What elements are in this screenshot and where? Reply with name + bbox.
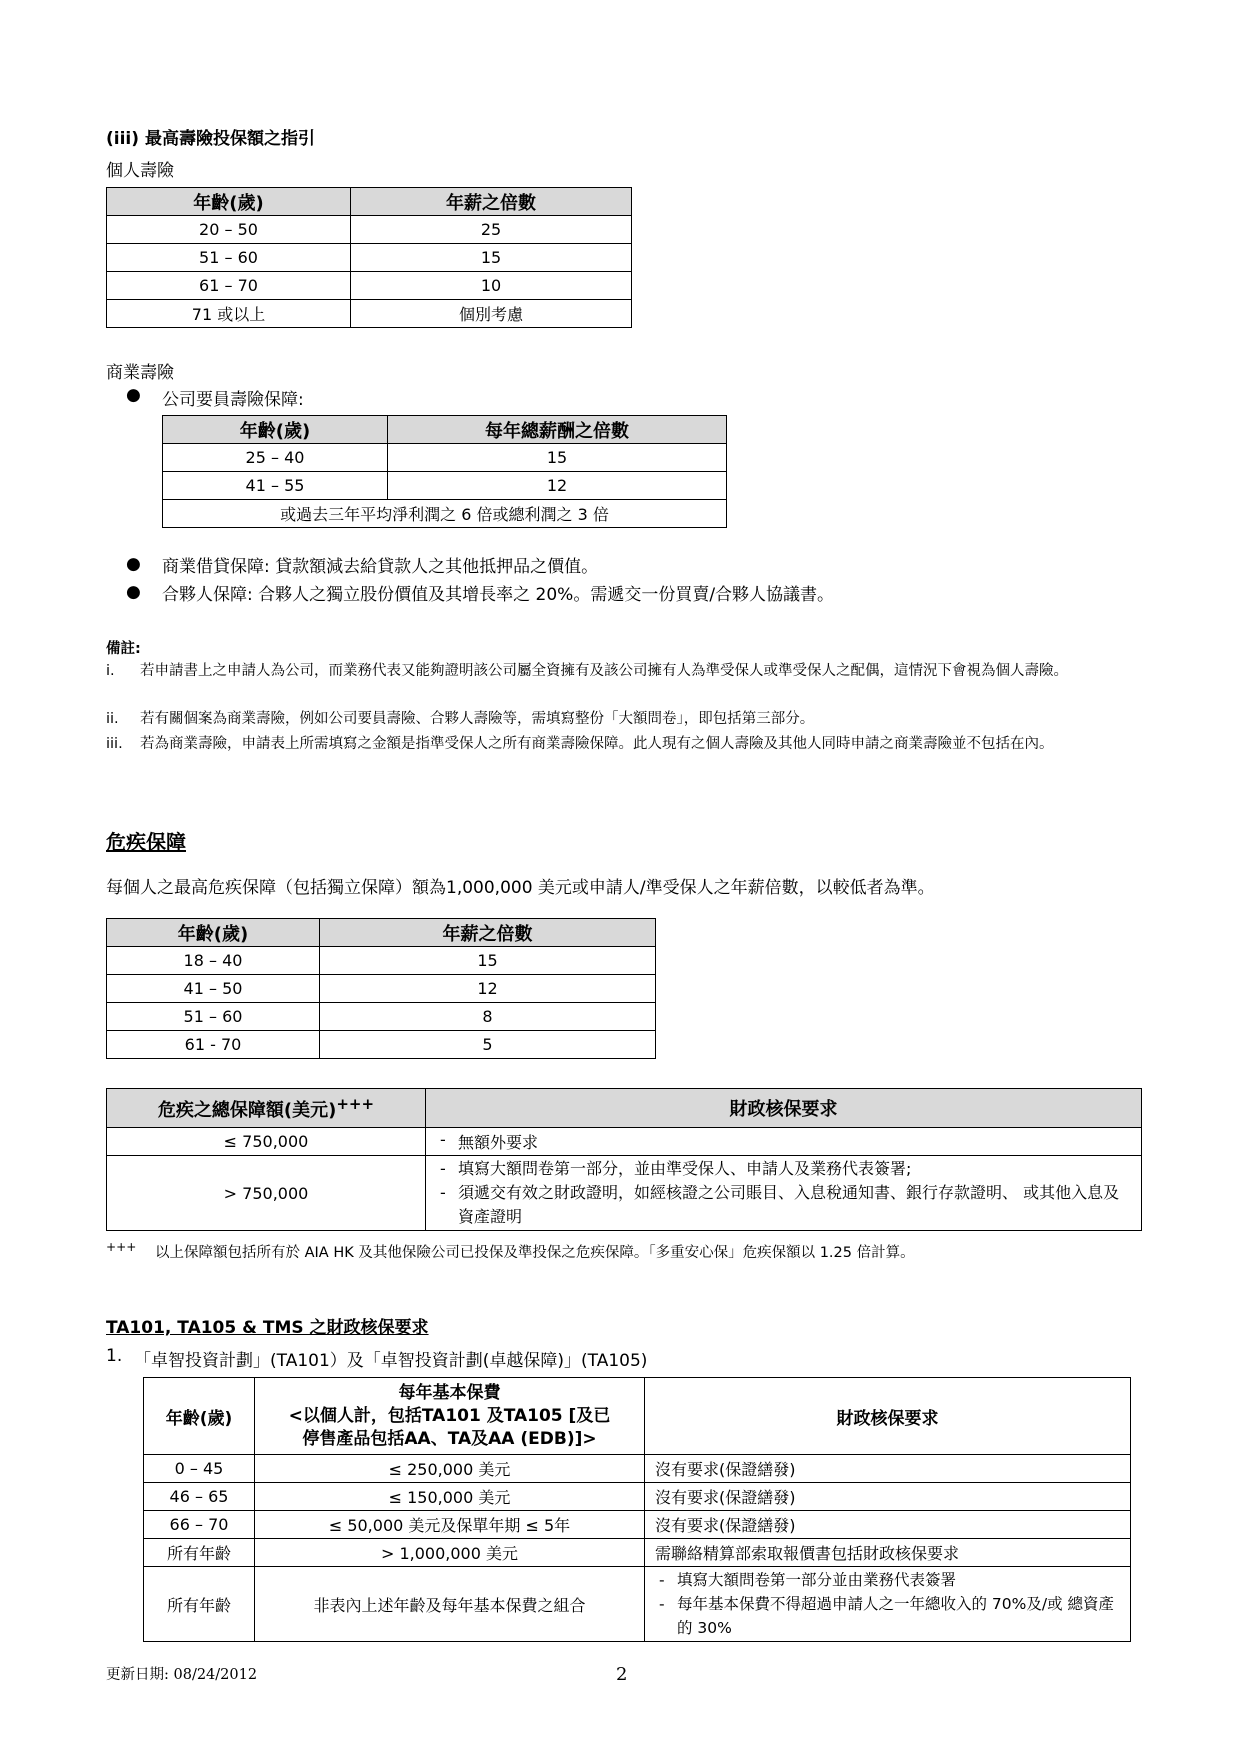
note-num: i.	[106, 663, 115, 679]
table-cell: 或過去三年平均淨利潤之 6 倍或總利潤之 3 倍	[163, 500, 727, 528]
ci-footnote	[106, 1240, 915, 1262]
table-row	[107, 1003, 656, 1031]
requirement-item: - 無額外要求	[436, 1130, 1141, 1153]
ci-multiple-table	[106, 918, 656, 1059]
footnote-text: 以上保障額包括所有於 AIA HK 及其他保險公司已投保及準投保之危疾保障。「多重安心保」危疾保額以 1.25 倍計算。	[154, 1244, 915, 1261]
table-cell: 12	[388, 472, 727, 500]
table-cell: 18 – 40	[107, 947, 320, 975]
requirement-item: - 填寫大額問卷第一部分並由業務代表簽署	[655, 1568, 1120, 1592]
ci-heading: 危疾保障	[106, 830, 186, 854]
table-cell: 20 – 50	[107, 216, 351, 244]
table-cell: 非表內上述年齡及每年基本保費之組合	[255, 1567, 645, 1642]
table-cell: 所有年齡	[144, 1567, 255, 1642]
header-amount-label: 危疾之總保障額(美元)	[157, 1099, 337, 1121]
note-text: 若有關個案為商業壽險，例如公司要員壽險、合夥人壽險等，需填寫整份「大額問卷」，即包括第三部分。	[140, 711, 815, 727]
note-num: ii.	[106, 711, 119, 727]
personal-title: 個人壽險	[106, 161, 174, 181]
table-row	[107, 272, 632, 300]
table-header: 年齡(歲)	[144, 1378, 255, 1455]
business-title: 商業壽險	[106, 363, 174, 383]
ta-heading: TA101, TA105 & TMS 之財政核保要求	[106, 1318, 429, 1338]
bullet-icon: ●	[126, 554, 141, 574]
table-cell: 15	[388, 444, 727, 472]
table-header: 財政核保要求	[645, 1378, 1131, 1455]
table-cell: 12	[320, 975, 656, 1003]
ci-intro: 每個人之最高危疾保障（包括獨立保障）額為1,000,000 美元或申請人/準受保人之年薪倍數，以較低者為準。	[106, 878, 935, 898]
table-cell: 沒有要求(保證繕發)	[645, 1483, 1131, 1511]
table-cell	[426, 1156, 1142, 1231]
note-text: 若為商業壽險，申請表上所需填寫之金額是指準受保人之所有商業壽險保障。此人現有之個人壽險及其他人同時申請之商業壽險並不包括在內。	[140, 736, 1054, 752]
table-cell: 5	[320, 1031, 656, 1059]
table-cell: 51 – 60	[107, 244, 351, 272]
table-row	[107, 1156, 1142, 1231]
table-cell: ≤ 50,000 美元及保單年期 ≤ 5年	[255, 1511, 645, 1539]
note-item	[106, 733, 1166, 777]
bullet-icon: ●	[126, 582, 141, 602]
table-header: 年薪之倍數	[320, 919, 656, 947]
personal-life-table	[106, 187, 632, 328]
table-cell: 0 – 45	[144, 1455, 255, 1483]
table-cell: 51 – 60	[107, 1003, 320, 1031]
table-row	[144, 1511, 1131, 1539]
table-cell: 8	[320, 1003, 656, 1031]
ci-financial-table	[106, 1088, 1142, 1231]
table-cell: ≤ 750,000	[107, 1128, 426, 1156]
table-cell: 沒有要求(保證繕發)	[645, 1511, 1131, 1539]
footer-updated: 更新日期: 08/24/2012	[106, 1667, 258, 1683]
ta-item-text: 「卓智投資計劃」(TA101）及「卓智投資計劃(卓越保障)」(TA105)	[134, 1351, 648, 1371]
table-header: 年齡(歲)	[107, 919, 320, 947]
table-cell: 61 - 70	[107, 1031, 320, 1059]
table-row	[144, 1539, 1131, 1567]
ta-item-num: 1.	[106, 1346, 123, 1366]
bullet-partnership: 合夥人保障: 合夥人之獨立股份價值及其增長率之 20%。需遞交一份買賣/合夥人協議書。	[162, 585, 835, 605]
table-row	[107, 975, 656, 1003]
table-row	[107, 947, 656, 975]
table-row	[163, 444, 727, 472]
table-cell: 所有年齡	[144, 1539, 255, 1567]
table-cell: 41 – 55	[163, 472, 388, 500]
table-cell: 沒有要求(保證繕發)	[645, 1455, 1131, 1483]
table-row	[144, 1483, 1131, 1511]
table-cell: 15	[351, 244, 632, 272]
table-row	[144, 1455, 1131, 1483]
table-row	[107, 300, 632, 328]
header-line: 每年基本保費	[398, 1382, 501, 1403]
table-cell: 61 – 70	[107, 272, 351, 300]
note-text: 若申請書上之申請人為公司，而業務代表又能夠證明該公司屬全資擁有及該公司擁有人為準受保人或準受保人之配偶，這情況下會視為個人壽險。	[140, 663, 1068, 679]
table-row	[107, 244, 632, 272]
table-row	[107, 1031, 656, 1059]
requirement-item: - 每年基本保費不得超過申請人之一年總收入的 70%及/或 總資產的 30%	[655, 1592, 1120, 1640]
page-number: 2	[616, 1664, 628, 1685]
table-header: 年齡(歲)	[163, 416, 388, 444]
table-cell: 個別考慮	[351, 300, 632, 328]
table-row	[107, 216, 632, 244]
table-cell: 41 – 50	[107, 975, 320, 1003]
table-header	[255, 1378, 645, 1455]
table-cell: ≤ 250,000 美元	[255, 1455, 645, 1483]
note-item	[106, 708, 1166, 730]
header-sup: +++	[336, 1094, 375, 1113]
table-cell: 71 或以上	[107, 300, 351, 328]
bullet-icon: ●	[126, 385, 141, 405]
table-cell: > 1,000,000 美元	[255, 1539, 645, 1567]
table-cell: 25	[351, 216, 632, 244]
table-cell: 66 – 70	[144, 1511, 255, 1539]
table-cell: 25 – 40	[163, 444, 388, 472]
table-cell: 10	[351, 272, 632, 300]
note-item	[106, 660, 1166, 704]
bullet-business-loan: 商業借貸保障: 貸款額減去給貸款人之其他抵押品之價值。	[162, 557, 599, 577]
table-cell: ≤ 150,000 美元	[255, 1483, 645, 1511]
ta-table	[143, 1377, 1131, 1642]
table-header: 年薪之倍數	[351, 188, 632, 216]
header-line: 停售產品包括AA、TA及AA (EDB)]>	[302, 1428, 597, 1449]
note-num: iii.	[106, 736, 123, 752]
table-cell: 需聯絡精算部索取報價書包括財政核保要求	[645, 1539, 1131, 1567]
table-row	[107, 1128, 1142, 1156]
table-row	[163, 472, 727, 500]
bullet-key-person: 公司要員壽險保障:	[162, 390, 304, 410]
requirement-item: - 填寫大額問卷第一部分，並由準受保人、申請人及業務代表簽署;	[436, 1157, 1131, 1181]
table-row	[144, 1567, 1131, 1642]
table-header: 年齡(歲)	[107, 188, 351, 216]
table-row	[163, 500, 727, 528]
table-cell: 46 – 65	[144, 1483, 255, 1511]
table-header: 財政核保要求	[426, 1089, 1142, 1128]
footnote-sup: +++	[106, 1240, 137, 1254]
table-cell: 15	[320, 947, 656, 975]
key-person-table	[162, 415, 727, 528]
table-cell: > 750,000	[107, 1156, 426, 1231]
requirement-item: - 須遞交有效之財政證明，如經核證之公司賬目、入息稅通知書、銀行存款證明、 或其他入息及資產證明	[436, 1181, 1131, 1229]
table-cell	[645, 1567, 1131, 1642]
table-header	[107, 1089, 426, 1128]
life-heading: (iii) 最高壽險投保額之指引	[106, 129, 315, 149]
header-line: <以個人計，包括TA101 及TA105 [及已	[288, 1405, 611, 1426]
table-header: 每年總薪酬之倍數	[388, 416, 727, 444]
notes-title: 備註:	[106, 641, 141, 657]
table-cell	[426, 1128, 1142, 1156]
